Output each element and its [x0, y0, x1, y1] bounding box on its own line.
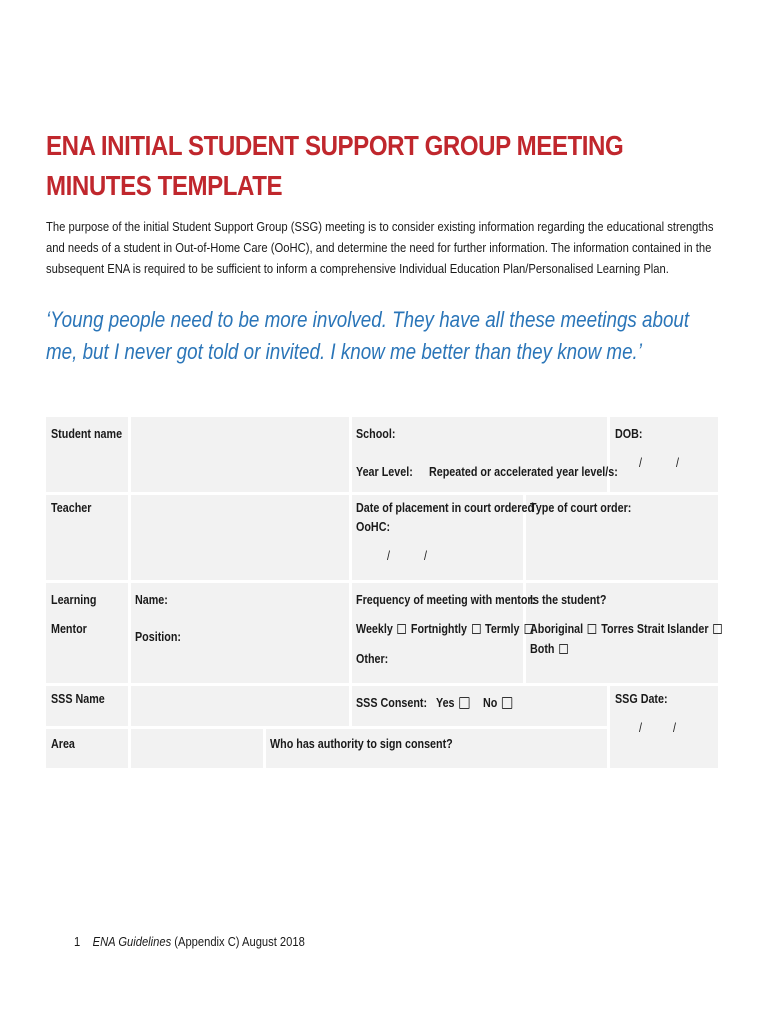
page-number: 1 — [74, 934, 81, 949]
student-identity-options — [530, 622, 724, 636]
cell-teacher-value[interactable] — [131, 495, 349, 580]
weekly-label: Weekly — [356, 622, 393, 636]
yes-checkbox[interactable] — [459, 697, 469, 709]
yes-label: Yes — [436, 696, 455, 710]
dob-date-separator-2: / — [676, 456, 679, 470]
mentor-name-label: Name: — [135, 593, 168, 607]
is-student-label: Is the student? — [530, 593, 607, 607]
placement-label-line2: OoHC: — [356, 520, 391, 534]
both-checkbox[interactable] — [559, 644, 568, 654]
ssg-date-separator-2: / — [673, 721, 676, 735]
year-level-label: Year Level: — [356, 465, 413, 479]
guidelines-title: ENA Guidelines — [92, 934, 172, 949]
dob-date-separator-1: / — [639, 456, 642, 470]
guidelines-appendix: (Appendix C) August 2018 — [174, 934, 305, 949]
authority-label: Who has authority to sign consent? — [270, 737, 453, 751]
sss-consent-label: SSS Consent: — [356, 696, 428, 710]
torres-label: Torres Strait Islander — [601, 622, 709, 636]
student-name-label: Student name — [51, 427, 123, 441]
placement-date-separator-2: / — [424, 549, 427, 563]
teacher-label: Teacher — [51, 501, 92, 515]
torres-checkbox[interactable] — [713, 624, 722, 634]
repeated-year-label: Repeated or accelerated year level/s: — [429, 465, 618, 479]
cell-area-value[interactable] — [131, 729, 263, 768]
consent-yes-option — [436, 696, 471, 710]
placement-label-line1: Date of placement in court ordered — [356, 501, 535, 515]
placement-date-separator-1: / — [387, 549, 390, 563]
frequency-options — [356, 622, 535, 636]
mentor-label: Mentor — [51, 622, 87, 636]
sss-name-label: SSS Name — [51, 692, 105, 706]
no-label: No — [483, 696, 498, 710]
dob-label-text: DOB: — [615, 427, 643, 441]
both-option — [530, 642, 570, 656]
mentor-position-label: Position: — [135, 630, 181, 644]
dob-label — [615, 427, 642, 441]
intro-paragraph: The purpose of the initial Student Support Group (SSG) meeting is to consider existing information regarding the educational strengths and needs of a student in Out-of-Home Care (OoHC), and determine the need for further information. The information contained in the subsequent ENA is required to be sufficient to inform a comprehensive Individual Education Plan/Personalised Learning Plan. — [46, 219, 714, 276]
fortnightly-label: Fortnightly — [410, 622, 468, 636]
fortnightly-checkbox[interactable] — [472, 624, 481, 634]
cell-sss-name-value[interactable] — [131, 686, 349, 726]
area-label: Area — [51, 737, 75, 751]
other-label: Other: — [356, 652, 389, 666]
no-checkbox[interactable] — [502, 697, 512, 709]
consent-no-option — [483, 696, 514, 710]
document-title: ENA INITIAL STUDENT SUPPORT GROUP MEETING MINUTES TEMPLATE — [46, 130, 624, 201]
cell-student-name-value[interactable] — [131, 417, 349, 492]
school-label: School: — [356, 427, 396, 441]
aboriginal-checkbox[interactable] — [588, 624, 597, 634]
termly-label: Termly — [485, 622, 520, 636]
court-order-label: Type of court order: — [530, 501, 632, 515]
frequency-label: Frequency of meeting with mentor: — [356, 593, 536, 607]
quote: ‘Young people need to be more involved. They have all these meetings about me, but I never got told or invited. I know me better than they know me.’ — [46, 307, 690, 364]
learning-label: Learning — [51, 593, 97, 607]
aboriginal-label: Aboriginal — [530, 622, 584, 636]
page-footer — [74, 934, 305, 949]
both-label: Both — [530, 642, 555, 656]
ssg-date-label: SSG Date: — [615, 692, 668, 706]
ssg-date-separator-1: / — [639, 721, 642, 735]
weekly-checkbox[interactable] — [398, 624, 407, 634]
